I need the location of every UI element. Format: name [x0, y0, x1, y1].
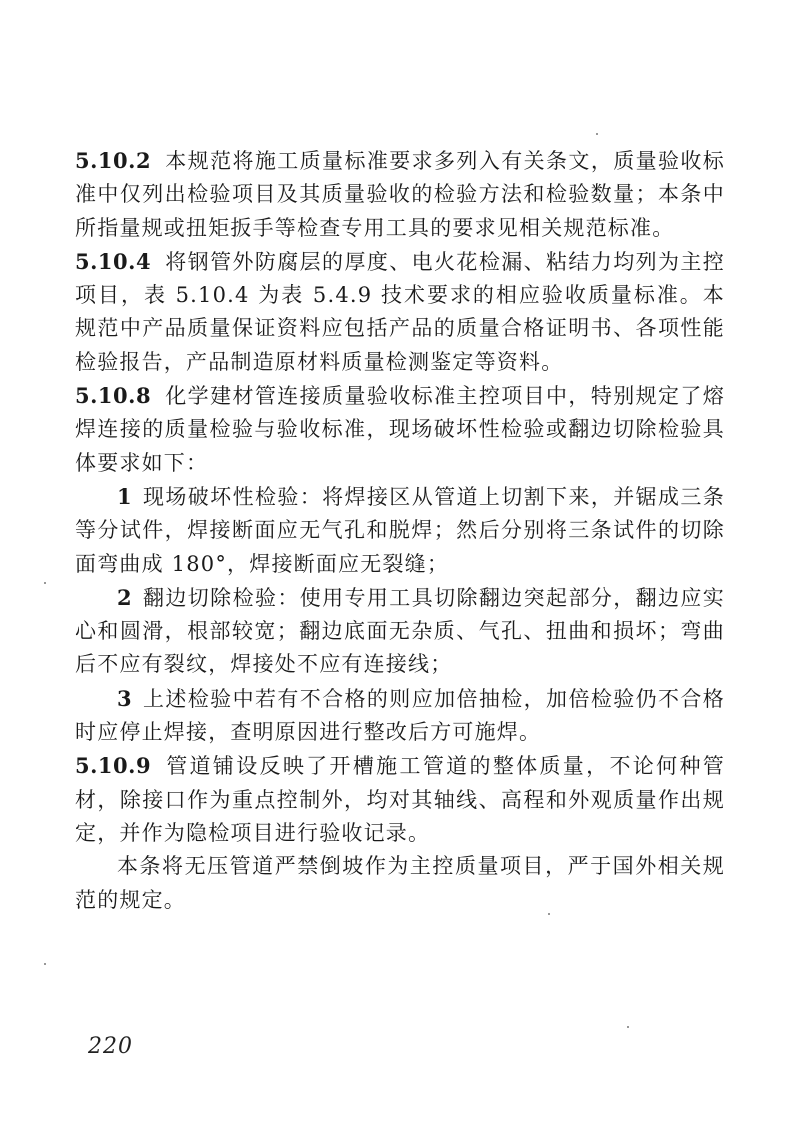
clause-5-10-8	[75, 379, 725, 480]
scan-speck	[44, 582, 46, 584]
clause-text: 将钢管外防腐层的厚度、电火花检漏、粘结力均列为主控项目，表 5.10.4 为表 5.4.9 技术要求的相应验收质量标准。本规范中产品质量保证资料应包括产品的质量合格证明书、各项性能检验报告，产品制造原材料质量检测鉴定等资料。	[75, 249, 725, 374]
list-item-3	[75, 682, 725, 750]
scan-speck	[44, 963, 46, 965]
clause-5-10-9-note	[75, 850, 725, 917]
clause-text: 本规范将施工质量标准要求多列入有关条文，质量验收标准中仅列出检验项目及其质量验收的检验方法和检验数量；本条中所指量规或扭矩扳手等检查专用工具的要求见相关规范标准。	[75, 149, 725, 240]
list-item-2	[75, 581, 725, 682]
clause-number: 5.10.4	[75, 248, 152, 274]
body-text	[75, 144, 725, 917]
clause-number: 5.10.8	[75, 383, 152, 409]
list-item-1	[75, 480, 725, 581]
item-text: 上述检验中若有不合格的则应加倍抽检，加倍检验仍不合格时应停止焊接，查明原因进行整改后方可施焊。	[75, 686, 725, 745]
clause-text: 本条将无压管道严禁倒坡作为主控质量项目，严于国外相关规范的规定。	[75, 854, 725, 912]
item-text: 现场破坏性检验：将焊接区从管道上切割下来，并锯成三条等分试件，焊接断面应无气孔和脱焊；然后分别将三条试件的切除面弯曲成 180°，焊接断面应无裂缝；	[75, 484, 725, 576]
item-number: 3	[117, 685, 133, 711]
clause-5-10-9	[75, 749, 725, 850]
clause-5-10-4	[75, 245, 725, 379]
clause-number: 5.10.2	[75, 148, 152, 173]
page-number: 220	[88, 1034, 133, 1059]
clause-text: 化学建材管连接质量验收标准主控项目中，特别规定了熔焊连接的质量检验与验收标准，现场破坏性检验或翻边切除检验具体要求如下：	[75, 384, 725, 475]
clause-number: 5.10.9	[75, 753, 152, 779]
item-number: 1	[117, 483, 133, 509]
scan-speck	[548, 913, 550, 915]
clause-5-10-2	[75, 144, 725, 245]
scan-speck	[596, 133, 598, 135]
item-text: 翻边切除检验：使用专用工具切除翻边突起部分，翻边应实心和圆滑，根部较宽；翻边底面无杂质、气孔、扭曲和损坏；弯曲后不应有裂纹，焊接处不应有连接线；	[75, 585, 725, 677]
item-number: 2	[117, 584, 133, 610]
clause-text: 管道铺设反映了开槽施工管道的整体质量，不论何种管材，除接口作为重点控制外，均对其轴线、高程和外观质量作出规定，并作为隐检项目进行验收记录。	[75, 754, 725, 845]
scan-speck	[627, 1026, 629, 1028]
